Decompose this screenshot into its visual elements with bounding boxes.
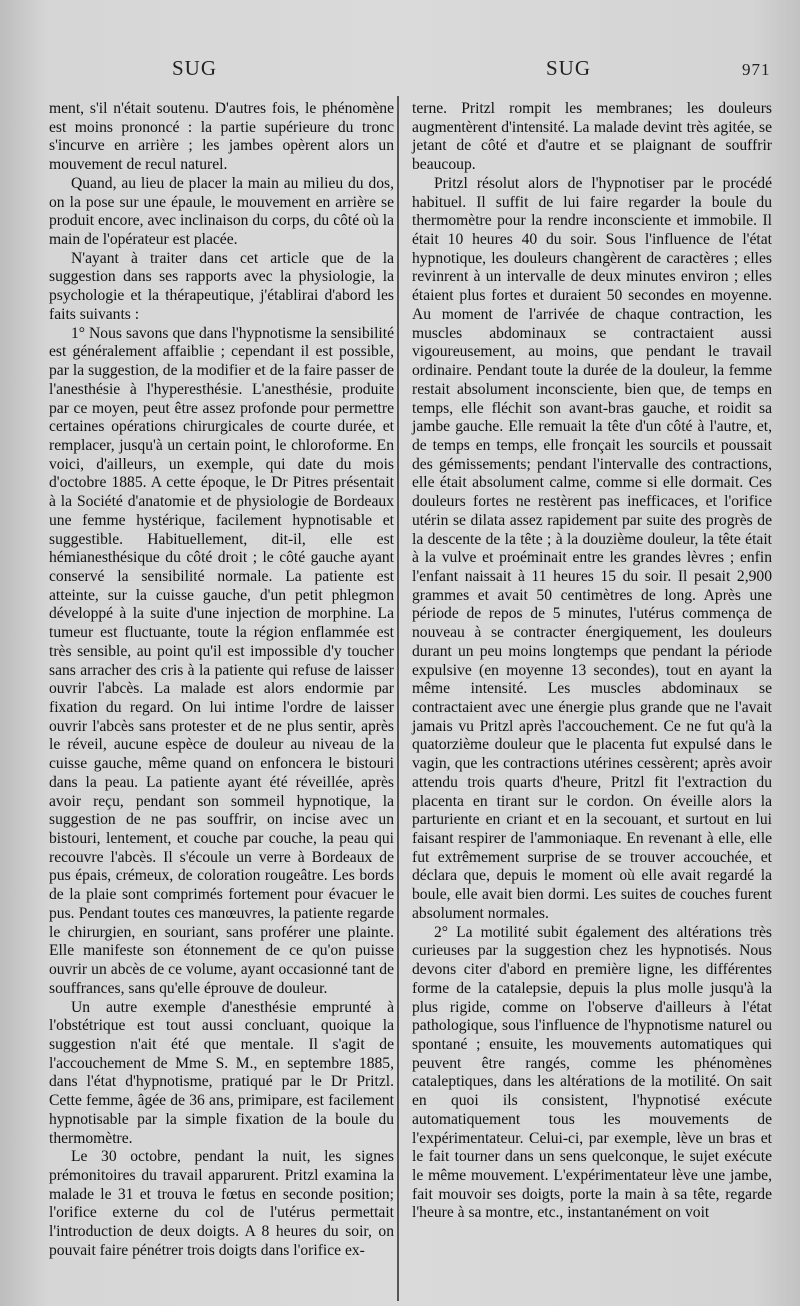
paragraph: 2° La motilité subit également des altérations très curieuses par la suggestion chez les hypnotisés. Nous devons citer d'abord en première ligne, les différentes forme de la catalepsie, depuis la plus molle jusqu'à la plus rigide, comme on l'observe d'ailleurs à l'état pathologique, sous l'influence de l'hypnotisme naturel ou spontané ; ensuite, les mouvements automatiques qui peuvent être rangés, comme les phénomènes cataleptiques, dans les altérations de la motilité. On sait en quoi ils consistent, l'hypnotisé exécute automatiquement tous les mouvements de l'expérimentateur. Celui-ci, par exemple, lève un bras et le fait tourner dans un sens quelconque, le sujet exécute le même mouvement. L'expérimentateur lève une jambe, fait mouvoir ses doigts, porte la main à sa tête, regarde l'heure à sa montre, etc., instantanément on voit bbox=[412, 923, 772, 1222]
paragraph: Un autre exemple d'anesthésie emprunté à l'obstétrique est tout aussi concluant, quoique la suggestion n'ait été que mentale. Il s'agit de l'accouchement de Mme S. M., en septembre 1885, dans l'état d'hypnotisme, pratiqué par le Dr Pritzl. Cette femme, âgée de 36 ans, primipare, est facilement hypnotisable par la simple fixation de la boule du thermomètre. bbox=[49, 998, 394, 1147]
paragraph: Quand, au lieu de placer la main au milieu du dos, on la pose sur une épaule, le mouvement en arrière se produit encore, avec inclinaison du corps, du côté où la main de l'opérateur est placée. bbox=[49, 174, 394, 249]
header-right-title: SUG bbox=[546, 56, 592, 80]
paragraph: N'ayant à traiter dans cet article que de la suggestion dans ses rapports avec la physiologie, la psychologie et la thérapeutique, j'établirai d'abord les faits suivants : bbox=[49, 249, 394, 323]
paragraph: ment, s'il n'était soutenu. D'autres fois, le phénomène est moins prononcé : la partie supérieure du tronc s'incurve en arrière ; les jambes opèrent alors un mouvement de recul naturel. bbox=[49, 100, 394, 174]
page-number: 971 bbox=[742, 60, 771, 79]
right-column bbox=[412, 100, 772, 1223]
paragraph: 1° Nous savons que dans l'hypnotisme la sensibilité est généralement affaiblie ; cependant il est possible, par la suggestion, de la modifier et de la faire passer de l'anesthésie à l'hyperesthésie. L'anesthésie, produite par ce moyen, peut être assez profonde pour permettre certaines opérations chirurgicales de courte durée, et remplacer, jusqu'à un certain point, le chloroforme. En voici, d'ailleurs, un exemple, qui date du mois d'octobre 1885. A cette époque, le Dr Pitres présentait à la Société d'anatomie et de physiologie de Bordeaux une femme hystérique, facilement hypnotisable et suggestible. Habituellement, dit-il, elle est hémianesthésique du côté droit ; le côté gauche ayant conservé la sensibilité normale. La patiente est atteinte, sur la cuisse gauche, d'un petit phlegmon développé à la suite d'une injection de morphine. La tumeur est fluctuante, toute la région enflammée est très sensible, au point qu'il est impossible d'y toucher sans arracher des cris à la patiente qui refuse de laisser ouvrir l'abcès. La malade est alors endormie par fixation du regard. On lui intime l'ordre de laisser ouvrir l'abcès sans protester et de ne plus sentir, après le réveil, aucune espèce de douleur au niveau de la cuisse gauche, même quand on enfoncera le bistouri dans la peau. La patiente ayant été réveillée, après avoir reçu, pendant son sommeil hypnotique, la suggestion de ne pas souffrir, on incise avec un bistouri, lentement, et couche par couche, la peau qui recouvre l'abcès. Il s'écoule un verre à Bordeaux de pus épais, crémeux, de coloration rougeâtre. Les bords de la plaie sont comprimés fortement pour évacuer le pus. Pendant toutes ces manœuvres, la patiente regarde le chirurgien, en souriant, sans proférer une plainte. Elle manifeste son étonnement de ce qu'on puisse ouvrir un abcès de ce volume, ayant occasionné tant de souffrances, sans qu'elle éprouve de douleur. bbox=[49, 324, 394, 997]
paragraph: Pritzl résolut alors de l'hypnotiser par le procédé habituel. Il suffit de lui faire regarder la boule du thermomètre pour la rendre inconsciente et immobile. Il était 10 heures 40 du soir. Sous l'influence de l'état hypnotique, les douleurs changèrent de caractères ; elles revinrent à un intervalle de deux minutes environ ; elles étaient plus fortes et duraient 50 secondes en moyenne. Au moment de l'arrivée de chaque contraction, les muscles abdominaux se contractaient aussi vigoureusement, au moins, que pendant le travail ordinaire. Pendant toute la durée de la douleur, la femme restait absolument inconsciente, bien que, de temps en temps, elle fléchit son avant-bras gauche, et roidit sa jambe gauche. Elle remuait la tête d'un côté à l'autre, et, de temps en temps, elle fronçait les sourcils et poussait des gémissements; pendant l'intervalle des contractions, elle était absolument calme, comme si elle dormait. Ces douleurs fortes ne restèrent pas inefficaces, et l'orifice utérin se dilata assez rapidement par suite des progrès de la descente de la tête ; à la douzième douleur, la tête était à la vulve et proéminait entre les grandes lèvres ; enfin l'enfant naissait à 11 heures 15 du soir. Il pesait 2,900 grammes et avait 50 centimètres de long. Après une période de repos de 5 minutes, l'utérus commença de nouveau à se contracter énergiquement, les douleurs durant un peu moins longtemps que pendant la période expulsive (en moyenne 13 secondes), tout en ayant la même intensité. Les muscles abdominaux se contractaient avec une énergie plus grande que ne l'avait jamais vu Pritzl après l'accouchement. Ce ne fut qu'à la quatorzième douleur que le placenta fut expulsé dans le vagin, que les contractions utérines cessèrent; après avoir attendu trois quarts d'heure, Pritzl fit l'extraction du placenta en tirant sur le cordon. On éveille alors la parturiente en criant et en la secouant, et surtout en lui faisant respirer de l'ammoniaque. En revenant à elle, elle fut extrêmement surprise de se trouver accouchée, et déclara que, depuis le moment où elle avait regardé la boule, elle avait bien dormi. Les suites de couches furent absolument normales. bbox=[412, 174, 772, 922]
paragraph: terne. Pritzl rompit les membranes; les douleurs augmentèrent d'intensité. La malade devint très agitée, se jetant de côté et d'autre et se plaignant de souffrir beaucoup. bbox=[412, 100, 772, 174]
column-divider bbox=[397, 96, 399, 1301]
left-column bbox=[49, 100, 394, 1261]
header-left-title: SUG bbox=[172, 56, 218, 80]
paragraph: Le 30 octobre, pendant la nuit, les signes prémonitoires du travail apparurent. Pritzl examina la malade le 31 et trouva le fœtus en seconde position; l'orifice externe du col de l'utérus permettait l'introduction de deux doigts. A 8 heures du soir, on pouvait faire pénétrer trois doigts dans l'orifice ex- bbox=[49, 1148, 394, 1259]
running-header bbox=[0, 56, 800, 86]
